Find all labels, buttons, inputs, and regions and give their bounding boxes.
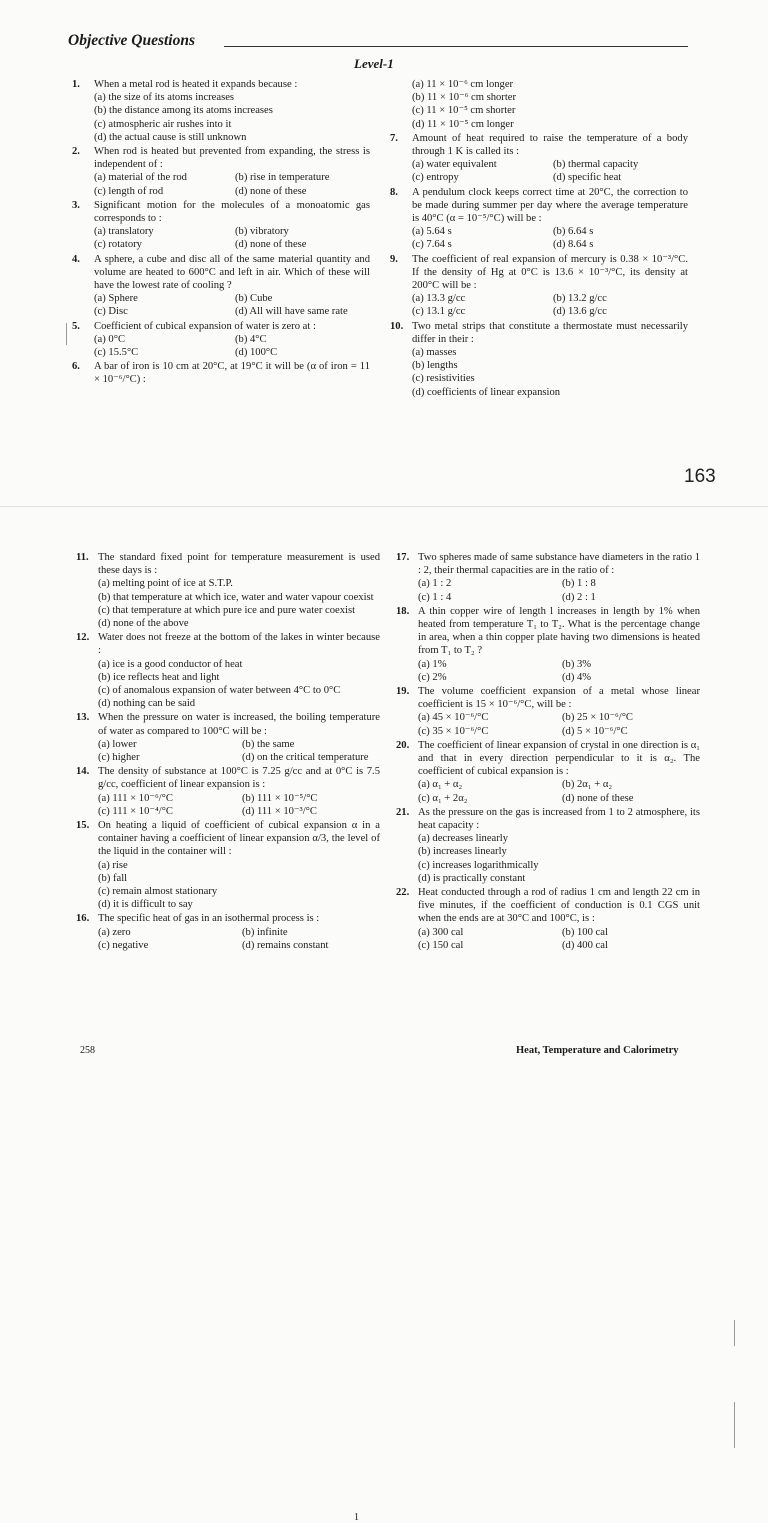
answer-option: (d) 4% bbox=[562, 671, 592, 683]
answer-option: (d) coefficients of linear expansion bbox=[412, 386, 561, 398]
top-right-column bbox=[390, 78, 688, 400]
question-text: Water does not freeze at the bottom of the lakes in winter because : bbox=[98, 632, 380, 657]
answer-option: (a) 1% bbox=[418, 658, 447, 670]
question-item bbox=[72, 78, 370, 144]
margin-mark bbox=[734, 1320, 735, 1346]
answer-option: (a) 111 × 10⁻⁶/°C bbox=[98, 792, 173, 804]
option-list bbox=[98, 859, 380, 912]
option-list bbox=[418, 832, 700, 885]
option-list bbox=[98, 577, 380, 630]
question-item bbox=[396, 605, 700, 684]
question-item bbox=[390, 253, 688, 319]
answer-option: (b) the same bbox=[242, 738, 295, 750]
question-item bbox=[396, 685, 700, 738]
question-text: Amount of heat required to raise the temperature of a body through 1 K is called its : bbox=[412, 132, 688, 158]
question-text: When a metal rod is heated it expands because : bbox=[94, 79, 298, 90]
option-list bbox=[94, 333, 370, 359]
answer-option: (c) 111 × 10⁻⁴/°C bbox=[98, 805, 173, 817]
answer-option: (a) lower bbox=[98, 738, 137, 750]
page-separator bbox=[0, 506, 768, 507]
answer-option: (c) 35 × 10⁻⁶/°C bbox=[418, 725, 489, 737]
level-heading: Level-1 bbox=[354, 56, 394, 71]
answer-option: (a) rise bbox=[98, 859, 128, 871]
question-item bbox=[76, 819, 380, 911]
answer-option: (c) 2% bbox=[418, 671, 447, 683]
question-item bbox=[72, 253, 370, 319]
question-text: The coefficient of real expansion of mercury is 0.38 × 10⁻³/°C. If the density of Hg at 0°C is 13.6 × 10⁻³/°C, its density at 200°C will be : bbox=[412, 253, 688, 292]
answer-option: (c) 7.64 s bbox=[412, 239, 452, 251]
option-list bbox=[418, 926, 700, 952]
answer-option: (c) negative bbox=[98, 939, 149, 951]
question-number: 15. bbox=[76, 820, 90, 832]
question-item bbox=[390, 132, 688, 185]
question-number: 20. bbox=[396, 739, 410, 751]
question-number: 8. bbox=[390, 186, 398, 198]
option-list bbox=[94, 225, 370, 251]
answer-option: (c) entropy bbox=[412, 172, 459, 184]
answer-option: (b) 6.64 s bbox=[553, 226, 594, 238]
answer-option: (b) thermal capacity bbox=[553, 159, 639, 171]
answer-option: (b) 1 : 8 bbox=[562, 578, 596, 590]
answer-option: (d) 100°C bbox=[235, 347, 278, 359]
option-list bbox=[98, 738, 380, 764]
question-item bbox=[72, 145, 370, 198]
answer-option: (b) 100 cal bbox=[562, 926, 608, 938]
option-list bbox=[98, 926, 380, 952]
answer-option: (c) rotatory bbox=[94, 239, 142, 251]
section-title: Objective Questions bbox=[68, 32, 195, 49]
question-item bbox=[72, 199, 370, 252]
question-text: The standard fixed point for temperature measurement is used these days is : bbox=[98, 552, 380, 577]
answer-option: (b) 111 × 10⁻⁵/°C bbox=[242, 792, 318, 804]
answer-option: (c) resistivities bbox=[412, 373, 475, 385]
question-item bbox=[390, 320, 688, 399]
answer-option: (d) none of the above bbox=[98, 618, 189, 630]
answer-option: (a) ice is a good conductor of heat bbox=[98, 658, 243, 670]
answer-option: (d) 5 × 10⁻⁶/°C bbox=[562, 725, 628, 737]
question-item bbox=[390, 186, 688, 252]
option-list bbox=[418, 577, 700, 603]
answer-option: (d) 2 : 1 bbox=[562, 591, 596, 603]
answer-option: (a) melting point of ice at S.T.P. bbox=[98, 578, 233, 590]
question-number: 5. bbox=[72, 320, 80, 332]
question-item bbox=[396, 551, 700, 604]
question-text: A thin copper wire of length l increases in length by 1% when heated from temperature T₁ to T₂. What is the percentage change in area, when a thin copper plate having two dimensions is heated from T₁ to T₂ ? bbox=[418, 605, 700, 657]
option-list bbox=[98, 658, 380, 711]
answer-option: (d) none of these bbox=[562, 792, 634, 804]
answer-option: (c) length of rod bbox=[94, 185, 164, 197]
answer-option: (a) 45 × 10⁻⁶/°C bbox=[418, 712, 489, 724]
bottom-right-column bbox=[396, 551, 700, 953]
answer-option: (a) decreases linearly bbox=[418, 833, 508, 845]
answer-option: (a) masses bbox=[412, 347, 457, 359]
answer-option: (b) 13.2 g/cc bbox=[553, 293, 607, 305]
option-list bbox=[418, 778, 700, 804]
question-number: 14. bbox=[76, 766, 90, 778]
question-item bbox=[76, 631, 380, 710]
question-text: When rod is heated but prevented from expanding, the stress is independent of : bbox=[94, 146, 370, 171]
answer-option: (d) specific heat bbox=[553, 172, 622, 184]
option-list bbox=[98, 792, 380, 818]
option-list bbox=[418, 658, 700, 684]
question-text: The coefficient of linear expansion of crystal in one direction is α₁ and that in every direction perpendicular to it is α₂. The coefficient of cubical expansion is : bbox=[418, 739, 700, 778]
answer-option: (d) 11 × 10⁻⁵ cm longer bbox=[412, 118, 514, 130]
question-number: 19. bbox=[396, 686, 410, 698]
question-number: 4. bbox=[72, 253, 80, 265]
answer-option: (b) lengths bbox=[412, 360, 458, 372]
answer-option: (b) vibratory bbox=[235, 226, 289, 238]
question-text: When the pressure on water is increased, the boiling temperature of water as compared to 100°C will be : bbox=[98, 712, 380, 737]
answer-option: (d) 8.64 s bbox=[553, 239, 594, 251]
question-number: 7. bbox=[390, 132, 398, 144]
option-list bbox=[418, 711, 700, 737]
answer-option: (a) α₁ + α₂ bbox=[418, 779, 463, 791]
answer-option: (a) 5.64 s bbox=[412, 226, 452, 238]
answer-option: (c) that temperature at which pure ice and pure water coexist bbox=[98, 604, 356, 616]
answer-option: (c) remain almost stationary bbox=[98, 886, 218, 898]
running-header: Heat, Temperature and Calorimetry bbox=[516, 1045, 679, 1056]
answer-option: (d) 13.6 g/cc bbox=[553, 306, 607, 318]
answer-option: (b) 2α₁ + α₂ bbox=[562, 779, 613, 791]
answer-option: (d) is practically constant bbox=[418, 872, 526, 884]
answer-option: (d) it is difficult to say bbox=[98, 899, 193, 911]
answer-option: (b) 25 × 10⁻⁶/°C bbox=[562, 712, 633, 724]
answer-option: (b) fall bbox=[98, 872, 128, 884]
answer-option: (b) the distance among its atoms increases bbox=[94, 105, 273, 117]
question-text: Heat conducted through a rod of radius 1 cm and length 22 cm in five minutes, if the coefficient of conduction is 0.1 CGS unit when the ends are at 30°C and 100°C, is : bbox=[418, 887, 700, 925]
answer-option: (c) Disc bbox=[94, 306, 128, 318]
answer-option: (a) translatory bbox=[94, 226, 154, 238]
question-text: The volume coefficient expansion of a metal whose linear coefficient is 15 × 10⁻⁶/°C, will be : bbox=[418, 686, 700, 711]
option-list bbox=[412, 78, 688, 131]
question-text: Coefficient of cubical expansion of water is zero at : bbox=[94, 320, 316, 332]
question-text: A pendulum clock keeps correct time at 20°C, the correction to be made during summer per day where the average temperature is 40°C (α = 10⁻⁵/°C) will be : bbox=[412, 186, 688, 225]
question-item bbox=[72, 360, 370, 386]
question-item bbox=[396, 806, 700, 885]
question-item bbox=[76, 912, 380, 952]
question-number: 3. bbox=[72, 199, 80, 211]
answer-option: (a) 13.3 g/cc bbox=[412, 293, 466, 305]
answer-option: (c) higher bbox=[98, 752, 140, 764]
answer-option: (c) 15.5°C bbox=[94, 347, 139, 359]
answer-option: (d) on the critical temperature bbox=[242, 752, 369, 764]
question-text: A sphere, a cube and disc all of the same material quantity and volume are heated to 600°C and left in air. Which of these will have the lowest rate of cooling ? bbox=[94, 253, 370, 292]
answer-option: (d) none of these bbox=[235, 239, 307, 251]
question-number: 1. bbox=[72, 79, 80, 90]
option-list bbox=[412, 158, 688, 184]
answer-option: (b) 3% bbox=[562, 658, 592, 670]
answer-option: (d) nothing can be said bbox=[98, 698, 196, 710]
margin-mark bbox=[734, 1402, 735, 1448]
question-item bbox=[390, 78, 688, 131]
question-number: 22. bbox=[396, 887, 410, 899]
question-item bbox=[76, 711, 380, 764]
question-item bbox=[72, 320, 370, 360]
answer-option: (c) of anomalous expansion of water between 4°C to 0°C bbox=[98, 685, 341, 697]
question-text: On heating a liquid of coefficient of cubical expansion α in a container having a coefficient of linear expansion α/3, the level of the liquid in the container will : bbox=[98, 820, 380, 858]
option-list bbox=[412, 225, 688, 251]
option-list bbox=[94, 171, 370, 197]
question-item bbox=[76, 765, 380, 818]
answer-option: (c) 1 : 4 bbox=[418, 591, 452, 603]
question-text: As the pressure on the gas is increased from 1 to 2 atmosphere, its heat capacity : bbox=[418, 806, 700, 832]
answer-option: (a) the size of its atoms increases bbox=[94, 92, 235, 104]
answer-option: (a) water equivalent bbox=[412, 159, 497, 171]
answer-option: (a) material of the rod bbox=[94, 172, 187, 184]
question-item bbox=[396, 739, 700, 805]
question-number: 9. bbox=[390, 253, 398, 265]
footer-number: 1 bbox=[354, 1512, 359, 1523]
question-number: 12. bbox=[76, 632, 90, 644]
question-number: 6. bbox=[72, 361, 80, 373]
question-number: 10. bbox=[390, 320, 404, 332]
question-text: Two metal strips that constitute a thermostate must necessarily differ in their : bbox=[412, 320, 688, 345]
answer-option: (b) that temperature at which ice, water and water vapour coexist bbox=[98, 591, 374, 603]
margin-mark bbox=[66, 323, 67, 345]
answer-option: (d) All will have same rate bbox=[235, 306, 348, 318]
answer-option: (d) 400 cal bbox=[562, 939, 608, 951]
answer-option: (a) Sphere bbox=[94, 293, 138, 305]
bottom-left-column bbox=[76, 551, 380, 953]
answer-option: (d) 111 × 10⁻³/°C bbox=[242, 805, 317, 817]
answer-option: (a) zero bbox=[98, 926, 131, 938]
title-rule bbox=[224, 46, 688, 47]
answer-option: (b) infinite bbox=[242, 926, 288, 938]
answer-option: (c) 11 × 10⁻⁵ cm shorter bbox=[412, 105, 516, 117]
answer-option: (d) remains constant bbox=[242, 939, 329, 951]
question-text: Significant motion for the molecules of a monoatomic gas corresponds to : bbox=[94, 199, 370, 225]
question-number: 13. bbox=[76, 712, 90, 724]
running-page-number: 258 bbox=[80, 1045, 95, 1056]
answer-option: (c) α₁ + 2α₂ bbox=[418, 792, 468, 804]
answer-option: (a) 0°C bbox=[94, 333, 126, 345]
answer-option: (c) increases logarithmically bbox=[418, 859, 539, 871]
answer-option: (a) 300 cal bbox=[418, 926, 464, 938]
answer-option: (a) 11 × 10⁻⁶ cm longer bbox=[412, 79, 514, 90]
question-number: 2. bbox=[72, 146, 80, 158]
answer-option: (c) atmospheric air rushes into it bbox=[94, 118, 232, 130]
question-text: A bar of iron is 10 cm at 20°C, at 19°C it will be (α of iron = 11 × 10⁻⁶/°C) : bbox=[94, 361, 370, 386]
answer-option: (b) Cube bbox=[235, 293, 273, 305]
answer-option: (b) 4°C bbox=[235, 333, 267, 345]
answer-option: (c) 13.1 g/cc bbox=[412, 306, 466, 318]
option-list bbox=[412, 292, 688, 318]
answer-option: (c) 150 cal bbox=[418, 939, 464, 951]
page-number: 163 bbox=[684, 466, 716, 487]
answer-option: (d) the actual cause is still unknown bbox=[94, 131, 247, 143]
question-number: 17. bbox=[396, 552, 410, 563]
question-number: 16. bbox=[76, 913, 90, 925]
answer-option: (d) none of these bbox=[235, 185, 307, 197]
top-left-column bbox=[72, 78, 370, 388]
top-page bbox=[0, 0, 768, 505]
question-text: The density of substance at 100°C is 7.25 g/cc and at 0°C is 7.5 g/cc, coefficient of linear expansion is : bbox=[98, 766, 380, 791]
option-list bbox=[94, 292, 370, 318]
question-number: 11. bbox=[76, 552, 89, 563]
option-list bbox=[412, 346, 688, 399]
question-number: 18. bbox=[396, 605, 410, 617]
answer-option: (b) ice reflects heat and light bbox=[98, 671, 220, 683]
answer-option: (a) 1 : 2 bbox=[418, 578, 452, 590]
option-list bbox=[94, 91, 370, 144]
question-number: 21. bbox=[396, 806, 410, 818]
answer-option: (b) rise in temperature bbox=[235, 172, 330, 184]
question-item bbox=[76, 551, 380, 630]
answer-option: (b) increases linearly bbox=[418, 846, 507, 858]
answer-option: (b) 11 × 10⁻⁶ cm shorter bbox=[412, 92, 517, 104]
question-text: Two spheres made of same substance have diameters in the ratio 1 : 2, their thermal capacities are in the ratio of : bbox=[418, 552, 700, 577]
question-text: The specific heat of gas in an isothermal process is : bbox=[98, 913, 320, 925]
question-item bbox=[396, 886, 700, 952]
